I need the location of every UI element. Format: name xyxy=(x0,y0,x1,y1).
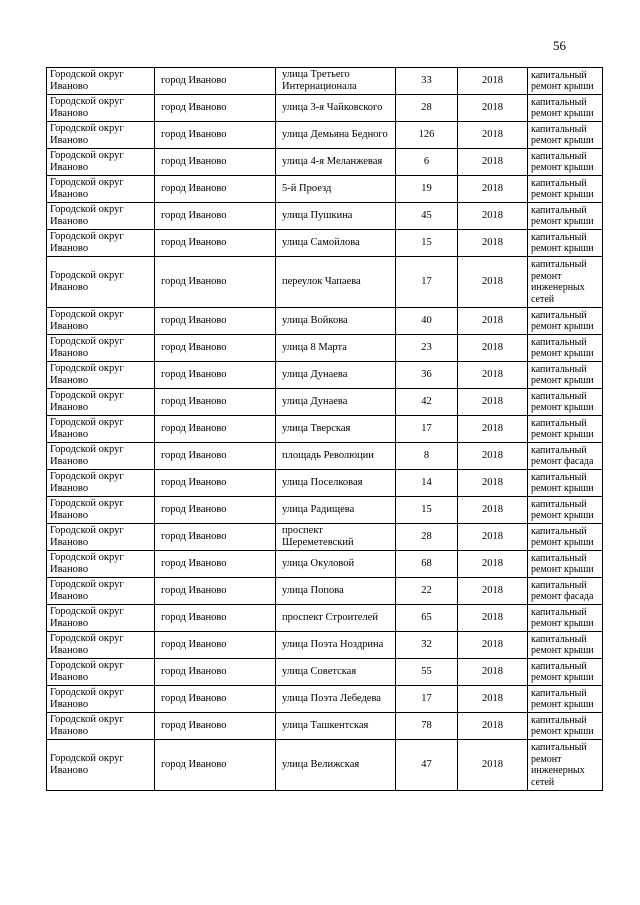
house-number-cell: 33 xyxy=(396,68,458,95)
house-number-cell: 65 xyxy=(396,605,458,632)
table-row xyxy=(47,497,603,524)
work-type-cell: капитальный ремонт крыши xyxy=(528,605,603,632)
municipal-district-cell: Городской округ Иваново xyxy=(47,605,155,632)
municipal-district-cell: Городской округ Иваново xyxy=(47,443,155,470)
street-cell: улица Поселковая xyxy=(276,470,396,497)
house-number-cell: 78 xyxy=(396,713,458,740)
work-type-cell: капитальный ремонт крыши xyxy=(528,176,603,203)
house-number-cell: 23 xyxy=(396,335,458,362)
house-number-cell: 15 xyxy=(396,497,458,524)
house-number-cell: 40 xyxy=(396,308,458,335)
house-number-cell: 126 xyxy=(396,122,458,149)
table-row xyxy=(47,122,603,149)
house-number-cell: 32 xyxy=(396,632,458,659)
street-cell: улица Окуловой xyxy=(276,551,396,578)
city-cell: город Иваново xyxy=(155,230,276,257)
street-cell: проспект Шереметевский xyxy=(276,524,396,551)
street-cell: улица 3-я Чайковского xyxy=(276,95,396,122)
street-cell: улица Поэта Ноздрина xyxy=(276,632,396,659)
city-cell: город Иваново xyxy=(155,659,276,686)
city-cell: город Иваново xyxy=(155,632,276,659)
table-row xyxy=(47,416,603,443)
street-cell: улица 8 Марта xyxy=(276,335,396,362)
city-cell: город Иваново xyxy=(155,257,276,308)
work-type-cell: капитальный ремонт фасада xyxy=(528,443,603,470)
house-number-cell: 15 xyxy=(396,230,458,257)
street-cell: улица Поэта Лебедева xyxy=(276,686,396,713)
year-cell: 2018 xyxy=(458,470,528,497)
city-cell: город Иваново xyxy=(155,551,276,578)
house-number-cell: 42 xyxy=(396,389,458,416)
table-row xyxy=(47,362,603,389)
table-body xyxy=(47,68,603,791)
table-row xyxy=(47,605,603,632)
table-row xyxy=(47,95,603,122)
table-row xyxy=(47,740,603,791)
city-cell: город Иваново xyxy=(155,95,276,122)
work-type-cell: капитальный ремонт крыши xyxy=(528,686,603,713)
year-cell: 2018 xyxy=(458,335,528,362)
house-number-cell: 45 xyxy=(396,203,458,230)
street-cell: улица Пушкина xyxy=(276,203,396,230)
municipal-district-cell: Городской округ Иваново xyxy=(47,203,155,230)
municipal-district-cell: Городской округ Иваново xyxy=(47,740,155,791)
year-cell: 2018 xyxy=(458,686,528,713)
city-cell: город Иваново xyxy=(155,578,276,605)
year-cell: 2018 xyxy=(458,605,528,632)
city-cell: город Иваново xyxy=(155,203,276,230)
city-cell: город Иваново xyxy=(155,470,276,497)
city-cell: город Иваново xyxy=(155,443,276,470)
house-number-cell: 36 xyxy=(396,362,458,389)
house-number-cell: 47 xyxy=(396,740,458,791)
street-cell: улица Ташкентская xyxy=(276,713,396,740)
table-row xyxy=(47,443,603,470)
house-number-cell: 28 xyxy=(396,524,458,551)
work-type-cell: капитальный ремонт крыши xyxy=(528,713,603,740)
municipal-district-cell: Городской округ Иваново xyxy=(47,389,155,416)
city-cell: город Иваново xyxy=(155,68,276,95)
house-number-cell: 17 xyxy=(396,257,458,308)
house-number-cell: 8 xyxy=(396,443,458,470)
city-cell: город Иваново xyxy=(155,416,276,443)
municipal-district-cell: Городской округ Иваново xyxy=(47,230,155,257)
year-cell: 2018 xyxy=(458,740,528,791)
municipal-district-cell: Городской округ Иваново xyxy=(47,176,155,203)
work-type-cell: капитальный ремонт крыши xyxy=(528,95,603,122)
city-cell: город Иваново xyxy=(155,308,276,335)
street-cell: улица Советская xyxy=(276,659,396,686)
street-cell: улица Третьего Интернационала xyxy=(276,68,396,95)
municipal-district-cell: Городской округ Иваново xyxy=(47,362,155,389)
work-type-cell: капитальный ремонт крыши xyxy=(528,632,603,659)
year-cell: 2018 xyxy=(458,149,528,176)
work-type-cell: капитальный ремонт крыши xyxy=(528,389,603,416)
house-number-cell: 22 xyxy=(396,578,458,605)
work-type-cell: капитальный ремонт крыши xyxy=(528,362,603,389)
year-cell: 2018 xyxy=(458,713,528,740)
year-cell: 2018 xyxy=(458,578,528,605)
table-row xyxy=(47,149,603,176)
municipal-district-cell: Городской округ Иваново xyxy=(47,95,155,122)
table-row xyxy=(47,176,603,203)
work-type-cell: капитальный ремонт крыши xyxy=(528,470,603,497)
year-cell: 2018 xyxy=(458,257,528,308)
municipal-district-cell: Городской округ Иваново xyxy=(47,416,155,443)
table-row xyxy=(47,632,603,659)
municipal-district-cell: Городской округ Иваново xyxy=(47,308,155,335)
street-cell: улица Дунаева xyxy=(276,389,396,416)
city-cell: город Иваново xyxy=(155,497,276,524)
city-cell: город Иваново xyxy=(155,740,276,791)
work-type-cell: капитальный ремонт крыши xyxy=(528,68,603,95)
city-cell: город Иваново xyxy=(155,524,276,551)
work-type-cell: капитальный ремонт крыши xyxy=(528,335,603,362)
work-type-cell: капитальный ремонт инженерных сетей xyxy=(528,740,603,791)
table-row xyxy=(47,308,603,335)
municipal-district-cell: Городской округ Иваново xyxy=(47,497,155,524)
year-cell: 2018 xyxy=(458,632,528,659)
street-cell: 5-й Проезд xyxy=(276,176,396,203)
year-cell: 2018 xyxy=(458,308,528,335)
work-type-cell: капитальный ремонт крыши xyxy=(528,308,603,335)
municipal-district-cell: Городской округ Иваново xyxy=(47,68,155,95)
municipal-district-cell: Городской округ Иваново xyxy=(47,122,155,149)
house-number-cell: 17 xyxy=(396,686,458,713)
repair-schedule-table xyxy=(46,67,603,791)
municipal-district-cell: Городской округ Иваново xyxy=(47,257,155,308)
city-cell: город Иваново xyxy=(155,335,276,362)
house-number-cell: 14 xyxy=(396,470,458,497)
municipal-district-cell: Городской округ Иваново xyxy=(47,335,155,362)
work-type-cell: капитальный ремонт фасада xyxy=(528,578,603,605)
city-cell: город Иваново xyxy=(155,149,276,176)
municipal-district-cell: Городской округ Иваново xyxy=(47,659,155,686)
work-type-cell: капитальный ремонт крыши xyxy=(528,149,603,176)
year-cell: 2018 xyxy=(458,659,528,686)
municipal-district-cell: Городской округ Иваново xyxy=(47,524,155,551)
municipal-district-cell: Городской округ Иваново xyxy=(47,551,155,578)
work-type-cell: капитальный ремонт инженерных сетей xyxy=(528,257,603,308)
house-number-cell: 19 xyxy=(396,176,458,203)
work-type-cell: капитальный ремонт крыши xyxy=(528,230,603,257)
work-type-cell: капитальный ремонт крыши xyxy=(528,416,603,443)
table-row xyxy=(47,335,603,362)
street-cell: улица Войкова xyxy=(276,308,396,335)
street-cell: улица Самойлова xyxy=(276,230,396,257)
work-type-cell: капитальный ремонт крыши xyxy=(528,524,603,551)
table-row xyxy=(47,389,603,416)
municipal-district-cell: Городской округ Иваново xyxy=(47,149,155,176)
city-cell: город Иваново xyxy=(155,122,276,149)
table-row xyxy=(47,686,603,713)
year-cell: 2018 xyxy=(458,551,528,578)
work-type-cell: капитальный ремонт крыши xyxy=(528,122,603,149)
year-cell: 2018 xyxy=(458,497,528,524)
page-number: 56 xyxy=(553,38,566,53)
year-cell: 2018 xyxy=(458,362,528,389)
year-cell: 2018 xyxy=(458,176,528,203)
year-cell: 2018 xyxy=(458,524,528,551)
municipal-district-cell: Городской округ Иваново xyxy=(47,578,155,605)
house-number-cell: 55 xyxy=(396,659,458,686)
year-cell: 2018 xyxy=(458,95,528,122)
street-cell: улица Велижская xyxy=(276,740,396,791)
city-cell: город Иваново xyxy=(155,176,276,203)
table-row xyxy=(47,257,603,308)
city-cell: город Иваново xyxy=(155,605,276,632)
house-number-cell: 17 xyxy=(396,416,458,443)
table-row xyxy=(47,230,603,257)
street-cell: улица 4-я Меланжевая xyxy=(276,149,396,176)
municipal-district-cell: Городской округ Иваново xyxy=(47,713,155,740)
year-cell: 2018 xyxy=(458,122,528,149)
table-row xyxy=(47,524,603,551)
street-cell: переулок Чапаева xyxy=(276,257,396,308)
street-cell: улица Демьяна Бедного xyxy=(276,122,396,149)
work-type-cell: капитальный ремонт крыши xyxy=(528,497,603,524)
city-cell: город Иваново xyxy=(155,686,276,713)
year-cell: 2018 xyxy=(458,416,528,443)
table-row xyxy=(47,68,603,95)
house-number-cell: 68 xyxy=(396,551,458,578)
table-row xyxy=(47,578,603,605)
municipal-district-cell: Городской округ Иваново xyxy=(47,470,155,497)
city-cell: город Иваново xyxy=(155,389,276,416)
municipal-district-cell: Городской округ Иваново xyxy=(47,686,155,713)
city-cell: город Иваново xyxy=(155,713,276,740)
street-cell: улица Дунаева xyxy=(276,362,396,389)
house-number-cell: 6 xyxy=(396,149,458,176)
table-row xyxy=(47,203,603,230)
city-cell: город Иваново xyxy=(155,362,276,389)
year-cell: 2018 xyxy=(458,389,528,416)
street-cell: площадь Революции xyxy=(276,443,396,470)
municipal-district-cell: Городской округ Иваново xyxy=(47,632,155,659)
work-type-cell: капитальный ремонт крыши xyxy=(528,203,603,230)
table-row xyxy=(47,551,603,578)
year-cell: 2018 xyxy=(458,68,528,95)
street-cell: проспект Строителей xyxy=(276,605,396,632)
table-row xyxy=(47,470,603,497)
street-cell: улица Радищева xyxy=(276,497,396,524)
table-row xyxy=(47,713,603,740)
table-row xyxy=(47,659,603,686)
year-cell: 2018 xyxy=(458,230,528,257)
year-cell: 2018 xyxy=(458,443,528,470)
street-cell: улица Попова xyxy=(276,578,396,605)
work-type-cell: капитальный ремонт крыши xyxy=(528,551,603,578)
street-cell: улица Тверская xyxy=(276,416,396,443)
house-number-cell: 28 xyxy=(396,95,458,122)
work-type-cell: капитальный ремонт крыши xyxy=(528,659,603,686)
year-cell: 2018 xyxy=(458,203,528,230)
